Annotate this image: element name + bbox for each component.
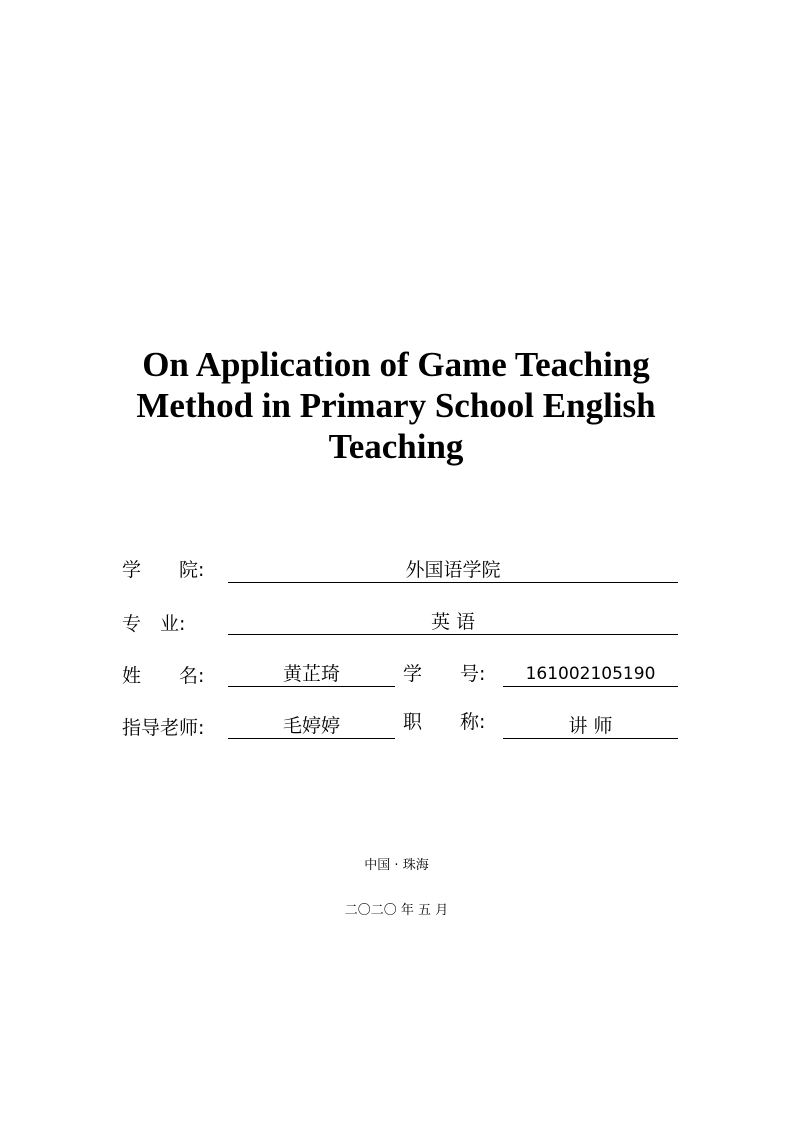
major-label: 专 业: [122,613,186,635]
name-label: 姓 名: [122,665,205,687]
college-label: 学 院: [122,559,205,581]
student-id-field: 161002105190 [503,662,678,687]
date-text: 二〇二〇 年 五 月 [344,903,449,918]
professional-title-field: 讲 师 [503,714,678,739]
student-id-label: 学 号: [403,663,486,685]
college-field: 外国语学院 [228,558,678,583]
thesis-title-line-1: On Application of Game Teaching [142,345,650,384]
name-field: 黄芷琦 [228,662,395,687]
professional-title-label: 职 称: [403,711,486,733]
advisor-label: 指导老师: [122,717,205,739]
advisor-field: 毛婷婷 [228,714,395,739]
thesis-title-line-3: Teaching [328,427,464,466]
major-field: 英 语 [228,610,678,635]
thesis-title-line-2: Method in Primary School English [136,386,656,425]
thesis-title [96,344,696,467]
location-text: 中国 · 珠海 [364,858,429,873]
